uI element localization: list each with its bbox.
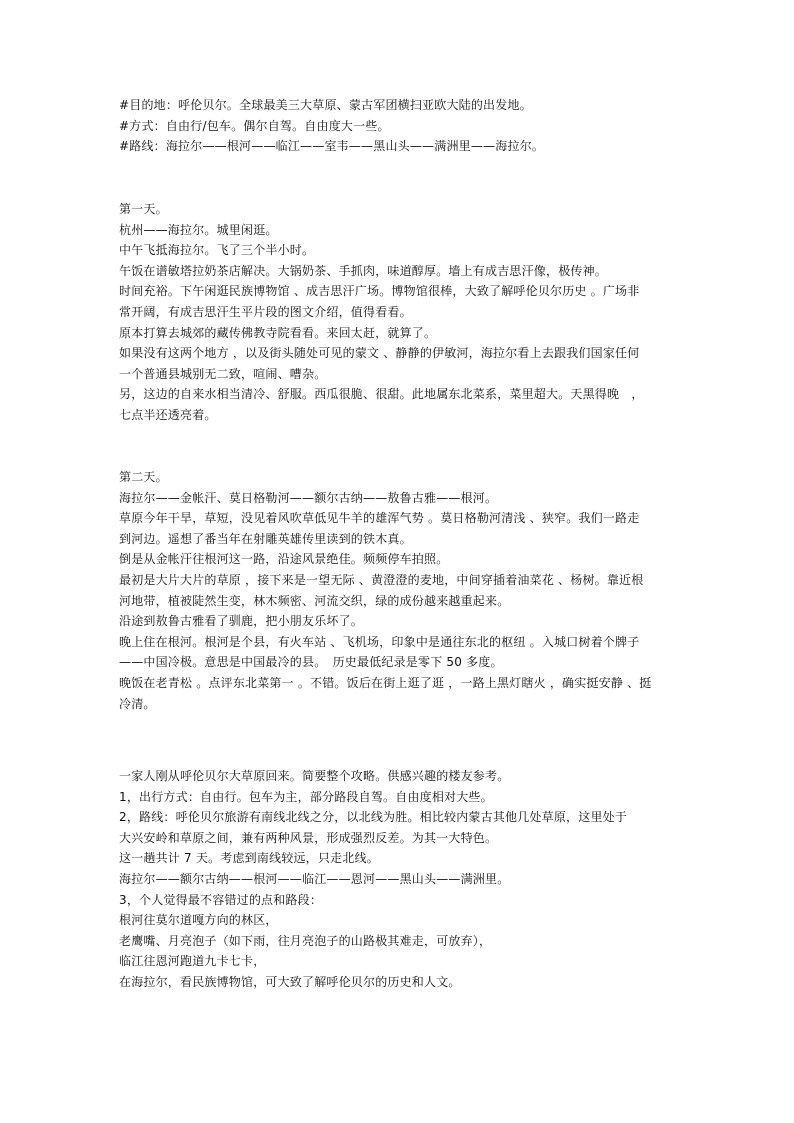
- paragraph-line: 河地带，植被陡然生变，林木频密、河流交织，绿的成份越来越重起来。: [119, 593, 510, 608]
- paragraph-line: 午饭在谱敏塔拉奶茶店解决。大锅奶茶、手抓肉，味道醇厚。墙上有成吉思汗像，极传神。: [119, 263, 608, 278]
- paragraph-line: 海拉尔——额尔古纳——根河——临江——恩河——黑山头——满洲里。: [119, 871, 510, 886]
- day1-heading: 第一天。: [119, 202, 168, 216]
- paragraph-line: 这一趟共计 7 天。考虑到南线较远，只走北线。: [119, 851, 379, 866]
- paragraph-line: 时间充裕。下午闲逛民族博物馆 、成吉思汗广场。博物馆很棒，大致了解呼伦贝尔历史 。广场非: [119, 284, 640, 299]
- intro-section: [119, 95, 679, 157]
- day2-section: [119, 467, 679, 714]
- paragraph-line: 倒是从金帐汗往根河这一路，沿途风景绝佳。频频停车拍照。: [119, 552, 449, 567]
- paragraph-line: 老鹰嘴、月亮泡子（如下雨，往月亮泡子的山路极其难走，可放弃），: [119, 933, 492, 948]
- paragraph-line: 如果没有这两个地方 ，以及街头随处可见的蒙文 、静静的伊敏河，海拉尔看上去跟我们国家任何: [119, 346, 640, 361]
- paragraph-line: 另，这边的自来水相当清冷、舒服。西瓜很脆、很甜。此地属东北菜系，菜里超大。天黑得晚 ，: [119, 387, 644, 402]
- paragraph-line: 到河边。遥想了番当年在射雕英雄传里读到的铁木真。: [119, 531, 412, 546]
- day2-heading: 第二天。: [119, 470, 168, 484]
- paragraph-line: 七点半还透亮着。: [119, 407, 217, 422]
- paragraph-line: 大兴安岭和草原之间，兼有两种风景，形成强烈反差。为其一大特色。: [119, 830, 498, 845]
- paragraph-line: 中午飞抵海拉尔。飞了三个半小时。: [119, 243, 315, 258]
- paragraph-line: 原本打算去城郊的藏传佛教寺院看看。来回太赶，就算了。: [119, 325, 437, 340]
- paragraph-line: 一个普通县城别无二致，喧闹、嘈杂。: [119, 366, 327, 381]
- destination-line: #目的地：呼伦贝尔。全球最美三大草原、蒙古军团横扫亚欧大陆的出发地。: [119, 98, 532, 112]
- paragraph-line: 临江往恩河跑道九卡七卡，: [119, 954, 266, 969]
- paragraph-line: 晚饭在老青松 。点评东北菜第一 。不错。饭后在街上逛了逛 ，一路上黑灯瞎火 ，确实挺安静 、挺: [119, 675, 652, 690]
- list-item: 2，路线：呼伦贝尔旅游有南线北线之分，以北线为胜。相比较内蒙古其他几处草原，这里处于: [119, 810, 628, 825]
- paragraph-line: 在海拉尔，看民族博物馆，可大致了解呼伦贝尔的历史和人文。: [119, 974, 461, 989]
- paragraph-line: 杭州——海拉尔。城里闲逛。: [119, 222, 278, 237]
- paragraph-line: 沿途到敖鲁古雅看了驯鹿，把小朋友乐坏了。: [119, 614, 364, 629]
- paragraph-line: 草原今年干旱，草短，没见着风吹草低见牛羊的雄浑气势 。莫日格勒河清浅 、狭窄。我们一路走: [119, 511, 640, 526]
- route-line: #路线：海拉尔——根河——临江——室韦——黑山头——满洲里——海拉尔。: [119, 139, 545, 154]
- paragraph-line: 海拉尔——金帐汗、莫日格勒河——额尔古纳——敖鲁古雅——根河。: [119, 490, 498, 505]
- method-line: #方式：自由行/包车。偶尔自驾。自由度大一些。: [119, 118, 390, 133]
- paragraph-line: 最初是大片大片的草原 ，接下来是一望无际 、黄澄澄的麦地，中间穿插着油菜花 、杨树。靠近根: [119, 572, 644, 587]
- summary-section: [119, 766, 679, 993]
- list-item: 3，个人觉得最不容错过的点和路段：: [119, 892, 323, 907]
- paragraph-line: 根河往莫尔道嘎方向的林区，: [119, 913, 278, 928]
- paragraph-line: 晚上住在根河。根河是个县，有火车站 、飞机场，印象中是通往东北的枢纽 。入城口树着个牌子: [119, 634, 640, 649]
- paragraph-line: 冷清。: [119, 696, 156, 711]
- summary-intro: 一家人刚从呼伦贝尔大草原回来。简要整个攻略。供感兴趣的楼友参考。: [119, 769, 510, 783]
- paragraph-line: ——中国冷极。意思是中国最冷的县。 历史最低纪录是零下 50 多度。: [119, 655, 503, 670]
- paragraph-line: 常开阔，有成吉思汗生平片段的图文介绍，值得看看。: [119, 304, 412, 319]
- list-item: 1，出行方式：自由行。包车为主，部分路段自驾。自由度相对大些。: [119, 789, 493, 804]
- day1-section: [119, 199, 679, 426]
